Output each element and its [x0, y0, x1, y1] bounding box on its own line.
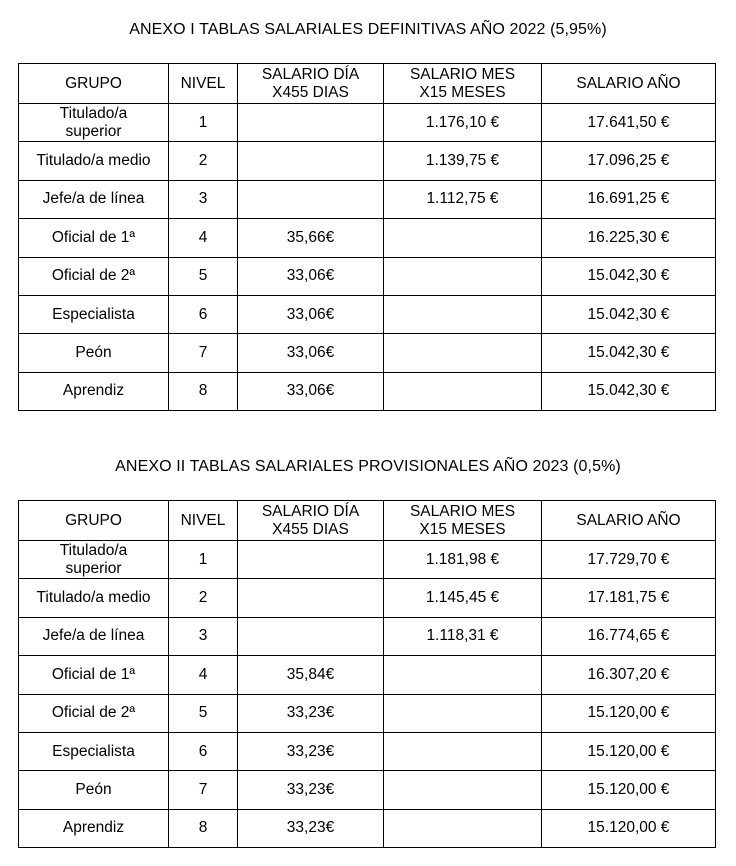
grupo-line1: Jefe/a de línea — [42, 190, 145, 208]
cell-grupo — [19, 579, 169, 617]
table-row — [19, 180, 716, 218]
header-salario-dia-line2: X455 DIAS — [272, 520, 349, 538]
grupo-line1: Titulado/a medio — [36, 589, 151, 607]
cell-nivel: 5 — [169, 694, 238, 732]
header-grupo: GRUPO — [19, 501, 169, 541]
grupo-line1: Aprendiz — [62, 382, 125, 400]
grupo-line1: Jefe/a de línea — [42, 627, 145, 645]
cell-mes: 1.176,10 € — [384, 104, 542, 142]
cell-ano: 16.225,30 € — [542, 219, 716, 257]
cell-ano: 17.181,75 € — [542, 579, 716, 617]
table-row — [19, 334, 716, 372]
cell-grupo — [19, 656, 169, 694]
grupo-line2: superior — [65, 559, 122, 577]
grupo-line1: Titulado/a medio — [36, 152, 151, 170]
header-salario-mes-line2: X15 MESES — [419, 520, 506, 538]
cell-grupo — [19, 295, 169, 333]
table-row — [19, 142, 716, 180]
table-row — [19, 104, 716, 142]
cell-ano: 17.096,25 € — [542, 142, 716, 180]
cell-grupo — [19, 334, 169, 372]
header-salario-mes — [384, 501, 542, 541]
cell-ano: 17.729,70 € — [542, 541, 716, 579]
cell-dia: 33,23€ — [238, 809, 384, 847]
cell-nivel: 4 — [169, 656, 238, 694]
cell-ano: 15.042,30 € — [542, 257, 716, 295]
table-row — [19, 579, 716, 617]
cell-dia: 33,23€ — [238, 694, 384, 732]
cell-ano: 15.120,00 € — [542, 732, 716, 770]
salary-table-2022 — [18, 63, 716, 411]
cell-nivel: 8 — [169, 809, 238, 847]
cell-ano: 16.307,20 € — [542, 656, 716, 694]
table-row — [19, 257, 716, 295]
grupo-line1: Especialista — [52, 305, 135, 323]
cell-nivel: 1 — [169, 104, 238, 142]
cell-mes: 1.181,98 € — [384, 541, 542, 579]
cell-ano: 15.042,30 € — [542, 295, 716, 333]
grupo-line1: Peón — [75, 781, 112, 799]
cell-ano: 15.042,30 € — [542, 334, 716, 372]
cell-mes: 1.139,75 € — [384, 142, 542, 180]
grupo-line1: Aprendiz — [62, 819, 125, 837]
cell-dia — [238, 541, 384, 579]
cell-ano: 15.120,00 € — [542, 694, 716, 732]
cell-nivel: 2 — [169, 142, 238, 180]
table-row — [19, 694, 716, 732]
table-row — [19, 541, 716, 579]
table-row — [19, 219, 716, 257]
cell-dia: 35,66€ — [238, 219, 384, 257]
table-row — [19, 732, 716, 770]
cell-mes — [384, 219, 542, 257]
table-header-row — [19, 64, 716, 104]
header-salario-dia — [238, 501, 384, 541]
cell-ano: 15.120,00 € — [542, 771, 716, 809]
cell-mes — [384, 295, 542, 333]
cell-nivel: 7 — [169, 771, 238, 809]
grupo-line1: Oficial de 2ª — [51, 267, 136, 285]
cell-dia: 33,06€ — [238, 372, 384, 410]
cell-grupo — [19, 142, 169, 180]
cell-dia — [238, 617, 384, 655]
header-salario-mes-line2: X15 MESES — [419, 83, 506, 101]
grupo-line1: Titulado/a — [59, 541, 128, 559]
cell-grupo — [19, 771, 169, 809]
cell-mes — [384, 771, 542, 809]
cell-grupo — [19, 541, 169, 579]
header-salario-ano: SALARIO AÑO — [542, 64, 716, 104]
cell-ano: 15.120,00 € — [542, 809, 716, 847]
cell-dia: 35,84€ — [238, 656, 384, 694]
cell-nivel: 7 — [169, 334, 238, 372]
cell-dia: 33,06€ — [238, 257, 384, 295]
header-salario-mes-line1: SALARIO MES — [409, 502, 516, 520]
grupo-line1: Especialista — [52, 742, 135, 760]
cell-dia — [238, 104, 384, 142]
cell-nivel: 4 — [169, 219, 238, 257]
cell-nivel: 1 — [169, 541, 238, 579]
cell-ano: 15.042,30 € — [542, 372, 716, 410]
cell-grupo — [19, 219, 169, 257]
header-grupo: GRUPO — [19, 64, 169, 104]
cell-mes: 1.118,31 € — [384, 617, 542, 655]
table-row — [19, 656, 716, 694]
cell-mes — [384, 372, 542, 410]
cell-mes: 1.112,75 € — [384, 180, 542, 218]
header-nivel: NIVEL — [169, 64, 238, 104]
cell-grupo — [19, 617, 169, 655]
header-salario-ano: SALARIO AÑO — [542, 501, 716, 541]
cell-dia: 33,06€ — [238, 295, 384, 333]
cell-ano: 16.774,65 € — [542, 617, 716, 655]
cell-grupo — [19, 694, 169, 732]
annex-2-title: ANEXO II TABLAS SALARIALES PROVISIONALES AÑO 2023 (0,5%) — [115, 458, 621, 475]
cell-dia: 33,23€ — [238, 771, 384, 809]
header-salario-dia-line2: X455 DIAS — [272, 83, 349, 101]
cell-nivel: 6 — [169, 295, 238, 333]
cell-dia — [238, 142, 384, 180]
grupo-line1: Oficial de 1ª — [51, 228, 136, 246]
cell-mes — [384, 257, 542, 295]
cell-grupo — [19, 104, 169, 142]
cell-ano: 17.641,50 € — [542, 104, 716, 142]
cell-grupo — [19, 732, 169, 770]
cell-dia — [238, 579, 384, 617]
cell-nivel: 5 — [169, 257, 238, 295]
grupo-line1: Oficial de 2ª — [51, 704, 136, 722]
header-salario-dia — [238, 64, 384, 104]
cell-dia — [238, 180, 384, 218]
cell-mes — [384, 732, 542, 770]
grupo-line1: Titulado/a — [59, 104, 128, 122]
table-row — [19, 617, 716, 655]
cell-nivel: 6 — [169, 732, 238, 770]
header-salario-dia-line1: SALARIO DÍA — [261, 502, 360, 520]
cell-mes — [384, 809, 542, 847]
cell-nivel: 3 — [169, 617, 238, 655]
grupo-line1: Peón — [75, 344, 112, 362]
table-header-row — [19, 501, 716, 541]
table-row — [19, 372, 716, 410]
table-row — [19, 295, 716, 333]
cell-mes — [384, 656, 542, 694]
header-nivel: NIVEL — [169, 501, 238, 541]
header-salario-mes — [384, 64, 542, 104]
salary-table-2023 — [18, 500, 716, 848]
header-salario-dia-line1: SALARIO DÍA — [261, 65, 360, 83]
cell-nivel: 3 — [169, 180, 238, 218]
cell-grupo — [19, 257, 169, 295]
cell-mes — [384, 334, 542, 372]
cell-grupo — [19, 180, 169, 218]
cell-grupo — [19, 809, 169, 847]
grupo-line1: Oficial de 1ª — [51, 665, 136, 683]
cell-nivel: 2 — [169, 579, 238, 617]
cell-dia: 33,23€ — [238, 732, 384, 770]
cell-mes: 1.145,45 € — [384, 579, 542, 617]
grupo-line2: superior — [65, 122, 122, 140]
cell-grupo — [19, 372, 169, 410]
cell-ano: 16.691,25 € — [542, 180, 716, 218]
cell-mes — [384, 694, 542, 732]
annex-1-title: ANEXO I TABLAS SALARIALES DEFINITIVAS AÑO 2022 (5,95%) — [129, 21, 607, 38]
table-row — [19, 809, 716, 847]
cell-nivel: 8 — [169, 372, 238, 410]
cell-dia: 33,06€ — [238, 334, 384, 372]
table-row — [19, 771, 716, 809]
header-salario-mes-line1: SALARIO MES — [409, 65, 516, 83]
